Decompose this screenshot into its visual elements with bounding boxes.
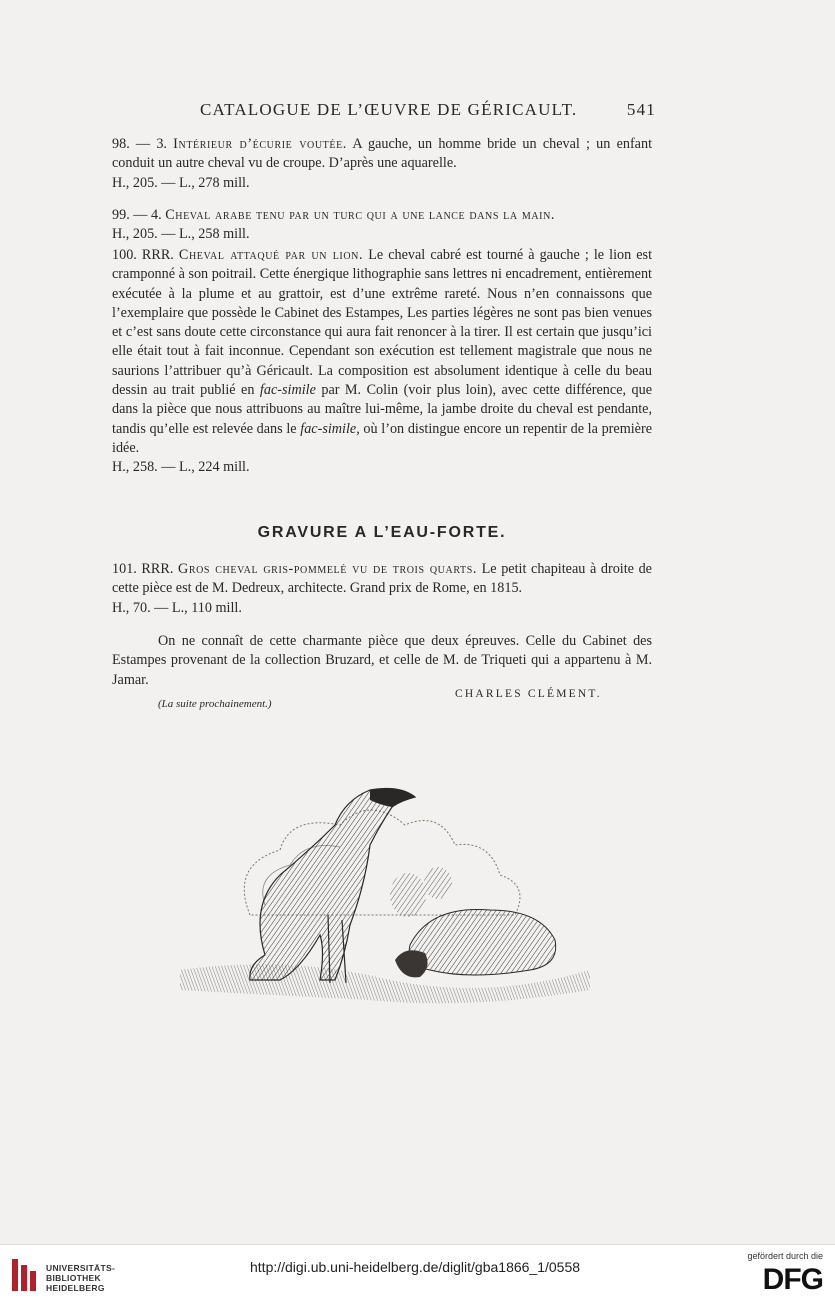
entry-text: A gauche, un homme bride un cheval ; un enfant conduit un autre cheval vu de croupe. D’après une aquarelle. — [112, 136, 653, 172]
entry-title: Cheval attaqué par un lion. — [178, 247, 364, 263]
entry-number: 101. — [112, 561, 137, 577]
entry-italic-b: fac-simile, — [300, 420, 360, 437]
body-paragraph: On ne connaît de cette charmante pièce que deux épreuves. Celle du Cabinet des Estampes provenant de la collection Bruzard, et celle de M. de Triqueti qui a appartenu à M. Jamar. — [112, 633, 652, 688]
entry-number: 99. — [112, 207, 130, 223]
entry-text-c: où l’on distingue encore un repentir de la première idée. — [112, 420, 652, 456]
entry-title: Cheval arabe tenu par un turc qui a une lance dans la main. — [165, 207, 556, 223]
entry-lead: RRR. — [136, 247, 179, 263]
entry-number: 100. — [112, 247, 137, 263]
entry-measure: H., 205. — L., 278 mill. — [112, 174, 250, 191]
page-number: 541 — [626, 100, 656, 119]
entry-measure: H., 205. — L., 258 mill. — [112, 226, 250, 243]
entry-title: Intérieur d’écurie voutée. — [173, 136, 347, 152]
catalogue-entry-99 — [112, 206, 652, 245]
section-title: GRAVURE A L’EAU-FORTE. — [257, 524, 507, 541]
ub-heidelberg-logo-icon[interactable] — [10, 1253, 116, 1297]
funding-label: gefördert durch die — [747, 1251, 823, 1261]
greyhounds-engraving — [170, 755, 600, 1015]
catalogue-entry-98 — [112, 135, 652, 193]
entry-italic-a: fac-simile — [259, 382, 316, 399]
catalogue-entry-101 — [112, 560, 652, 618]
entry-lead: RRR. — [136, 561, 178, 577]
dfg-logo[interactable]: DFG — [762, 1263, 823, 1296]
permalink[interactable]: http://digi.ub.uni-heidelberg.de/diglit/gba1866_1/0558 — [250, 1259, 581, 1275]
running-title: CATALOGUE DE L’ŒUVRE DE GÉRICAULT. — [200, 100, 578, 119]
library-name: UNIVERSITÄTS- BIBLIOTHEK HEIDELBERG — [46, 1263, 116, 1293]
entry-measure: H., 70. — L., 110 mill. — [112, 599, 242, 616]
library-logo-icon — [10, 1257, 38, 1293]
entry-lead: — 4. — [129, 207, 166, 223]
continuation-note: (La suite prochainement.) — [158, 698, 272, 710]
entry-text-b: par M. Colin (voir plus loin), avec cette différence, que dans la pièce que nous attribuons au maître lui-même, la jambe droite du cheval est pendante, tandis qu’elle est relevée dans le — [112, 382, 652, 437]
entry-lead: — 3. — [129, 136, 174, 152]
entry-title: Gros cheval gris-pommelé vu de trois quarts. — [177, 561, 478, 577]
entry-text: Le petit chapiteau à droite de cette pièce est de M. Dedreux, architecte. Grand prix de Rome, en 1815. — [112, 561, 652, 597]
catalogue-entry-100 — [112, 246, 652, 478]
entry-text-a: Le cheval cabré est tourné à gauche ; le lion est cramponné à son poitrail. Cette énergique lithographie sans lettres ni encadrement, entièrement exécutée à la plume et au grattoir, est d’une extrême rareté. Nous n’en connaissons que l’exemplaire que possède le Cabinet des Estampes, Les parties légères ne sont pas bien venues et c’est sans doute cette circonstance qui aura fait renoncer à la tirer. Il est certain que jusqu’ici elle était tout à fait inconnue. Cependant son exécution est tellement magistrale que nous ne saurions l’attribuer qu’à Géricault. La composition est absolument identique à celle du beau dessin au trait publié en — [112, 247, 653, 399]
viewer-footer — [0, 1244, 835, 1303]
entry-measure: H., 258. — L., 224 mill. — [112, 459, 250, 476]
entry-number: 98. — [112, 136, 130, 152]
author-signature: CHARLES CLÉMENT. — [455, 688, 602, 700]
